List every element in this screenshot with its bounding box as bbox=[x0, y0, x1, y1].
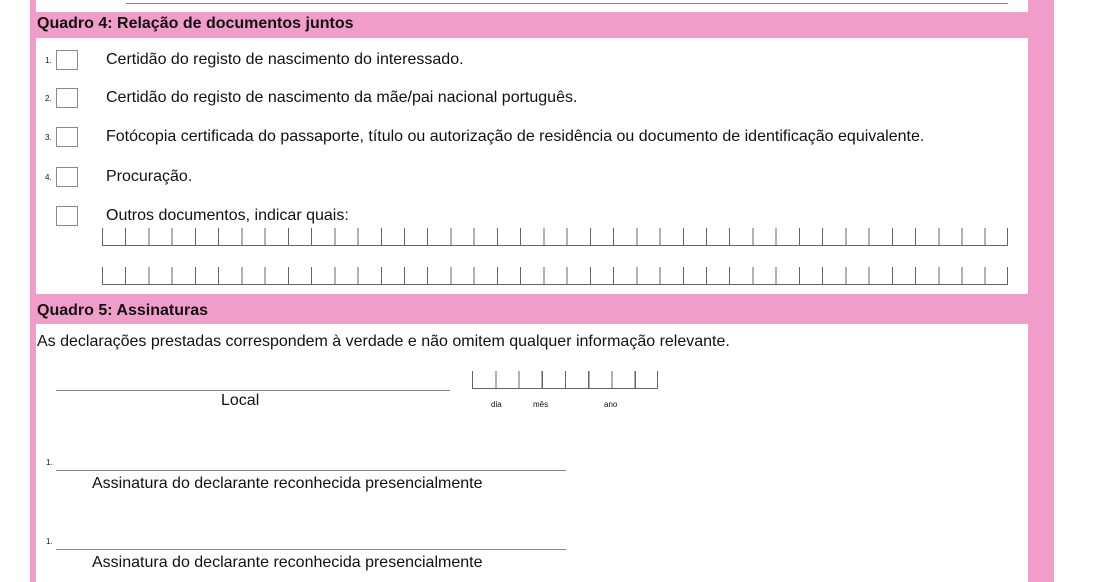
document-checkbox-4[interactable] bbox=[56, 167, 78, 187]
date-year-label: ano bbox=[604, 400, 618, 409]
date-month-label: mês bbox=[533, 400, 549, 409]
quadro4-title: Quadro 4: Relação de documentos juntos bbox=[37, 15, 354, 32]
item-number: 1. bbox=[45, 56, 52, 65]
other-documents-label: Outros documentos, indicar quais: bbox=[106, 207, 349, 224]
document-checkbox-other[interactable] bbox=[56, 206, 78, 226]
signature-label-1: Assinatura do declarante reconhecida presencialmente bbox=[92, 475, 483, 492]
comb-end-mark bbox=[657, 371, 658, 389]
previous-section-strip bbox=[36, 0, 1028, 12]
signature-line-1[interactable] bbox=[56, 470, 566, 471]
document-checkbox-2[interactable] bbox=[56, 88, 78, 108]
comb-end-mark bbox=[1007, 228, 1008, 246]
quadro5-title: Quadro 5: Assinaturas bbox=[37, 302, 209, 319]
quadro5-panel bbox=[36, 324, 1028, 582]
document-label: Procuração. bbox=[106, 168, 193, 185]
document-label: Fotócopia certificada do passaporte, título ou autorização de residência ou documento de identificação equivalente. bbox=[106, 128, 925, 145]
other-documents-field-1[interactable] bbox=[102, 228, 1008, 246]
quadro4-panel bbox=[36, 38, 1028, 294]
local-label: Local bbox=[221, 392, 260, 409]
comb-end-mark bbox=[1007, 267, 1008, 285]
signature-number: 1. bbox=[46, 458, 53, 467]
date-field[interactable] bbox=[472, 371, 658, 389]
local-input-line[interactable] bbox=[56, 390, 450, 391]
declaration-text: As declarações prestadas correspondem à verdade e não omitem qualquer informação relevante. bbox=[37, 333, 730, 350]
signature-label-2: Assinatura do declarante reconhecida presencialmente bbox=[92, 554, 483, 571]
item-number: 2. bbox=[45, 94, 52, 103]
previous-section-line bbox=[126, 3, 1008, 4]
date-day-label: dia bbox=[491, 400, 502, 409]
signature-number: 1. bbox=[46, 537, 53, 546]
signature-line-2[interactable] bbox=[56, 549, 566, 550]
item-number: 3. bbox=[45, 133, 52, 142]
other-documents-field-2[interactable] bbox=[102, 267, 1008, 285]
document-checkbox-3[interactable] bbox=[56, 127, 78, 147]
document-checkbox-1[interactable] bbox=[56, 50, 78, 70]
item-number: 4. bbox=[45, 173, 52, 182]
document-label: Certidão do registo de nascimento do interessado. bbox=[106, 51, 464, 68]
document-label: Certidão do registo de nascimento da mãe/pai nacional português. bbox=[106, 89, 578, 106]
